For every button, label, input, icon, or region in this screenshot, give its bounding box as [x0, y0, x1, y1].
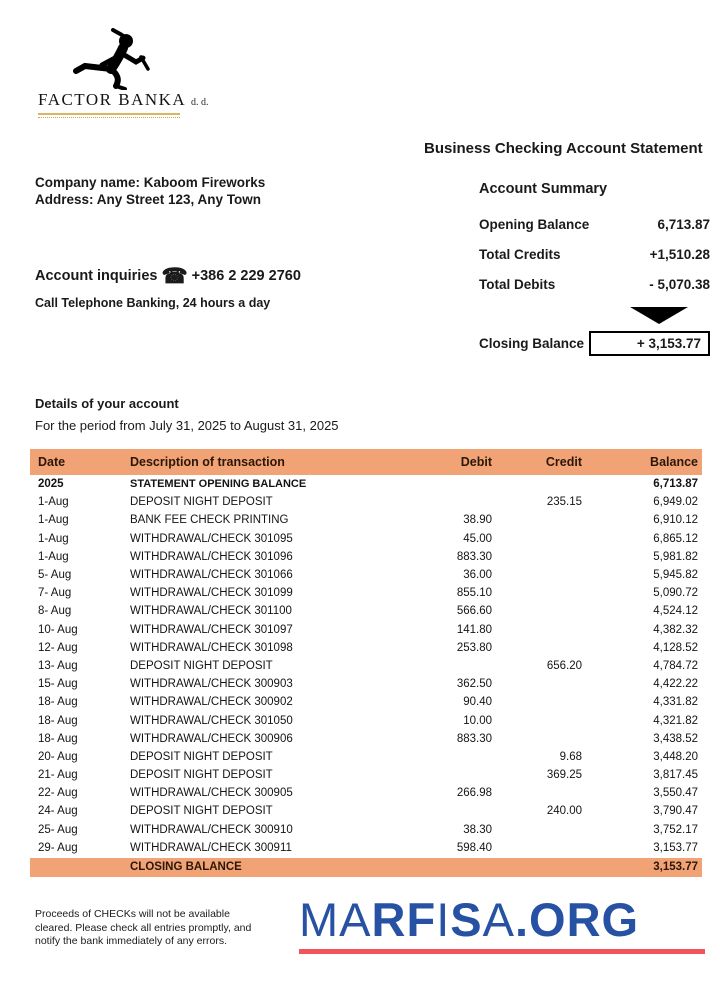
cell-balance: 5,090.72: [653, 587, 698, 600]
summary-row-label: Total Credits: [479, 247, 561, 262]
cell-debit: 566.60: [456, 605, 492, 618]
marfisa-watermark: [299, 894, 707, 954]
cell-description: DEPOSIT NIGHT DEPOSIT: [130, 769, 273, 782]
cell-balance: 5,981.82: [653, 550, 698, 563]
company-address-line: Address: Any Street 123, Any Town: [35, 192, 262, 207]
footer-notice-line: notify the bank immediately of any errors.: [35, 935, 228, 947]
cell-balance: 6,713.87: [653, 478, 698, 491]
statement-title: Business Checking Account Statement: [424, 140, 703, 157]
summary-row: [479, 277, 710, 292]
transaction-row: [30, 839, 702, 857]
cell-balance: 4,128.52: [653, 641, 698, 654]
cell-debit: 45.00: [463, 532, 492, 545]
cell-date: 1-Aug: [38, 550, 69, 563]
account-summary-title: Account Summary: [479, 181, 608, 197]
cell-description: WITHDRAWAL/CHECK 301100: [130, 605, 292, 618]
transaction-row: [30, 675, 702, 693]
cell-debit: 141.80: [456, 623, 492, 636]
transaction-row: [30, 511, 702, 529]
cell-debit: 90.40: [463, 696, 492, 709]
transaction-row: [30, 584, 702, 602]
telephone-banking-line: Call Telephone Banking, 24 hours a day: [35, 296, 271, 310]
cell-date: 7- Aug: [38, 587, 72, 600]
cell-date: 8- Aug: [38, 605, 72, 618]
column-header-debit: Debit: [460, 455, 492, 469]
cell-description: WITHDRAWAL/CHECK 301097: [130, 623, 293, 636]
transaction-row: [30, 730, 702, 748]
cell-date: 22- Aug: [38, 787, 78, 800]
details-period: For the period from July 31, 2025 to August 31, 2025: [35, 418, 339, 433]
contact-block: [35, 264, 301, 310]
cell-description: DEPOSIT NIGHT DEPOSIT: [130, 659, 273, 672]
closing-balance-row: [30, 858, 702, 877]
transaction-row: [30, 693, 702, 711]
column-header-credit: Credit: [545, 455, 582, 469]
company-name-line: Company name: Kaboom Fireworks: [35, 175, 266, 190]
cell-description: WITHDRAWAL/CHECK 301098: [130, 641, 293, 654]
cell-date: 12- Aug: [38, 641, 78, 654]
transaction-row: [30, 748, 702, 766]
transaction-row: [30, 621, 702, 639]
cell-debit: 362.50: [456, 678, 492, 691]
cell-date: 18- Aug: [38, 732, 78, 745]
company-info: [35, 174, 265, 208]
cell-balance: 4,784.72: [653, 659, 698, 672]
cell-date: 18- Aug: [38, 696, 78, 709]
telephone-icon: ☎: [161, 265, 188, 288]
cell-description: BANK FEE CHECK PRINTING: [130, 514, 289, 527]
cell-balance: 4,321.82: [653, 714, 698, 727]
closing-balance-value: + 3,153.77: [589, 331, 710, 356]
cell-date: 1-Aug: [38, 514, 69, 527]
summary-row-value: - 5,070.38: [649, 277, 710, 292]
cell-credit: 235.15: [546, 496, 582, 509]
cell-balance: 6,865.12: [653, 532, 698, 545]
cell-description: WITHDRAWAL/CHECK 301099: [130, 587, 293, 600]
cell-description: DEPOSIT NIGHT DEPOSIT: [130, 750, 273, 763]
transaction-row: [30, 530, 702, 548]
cell-description: WITHDRAWAL/CHECK 301050: [130, 714, 293, 727]
cell-balance: 5,945.82: [653, 569, 698, 582]
transaction-row: [30, 766, 702, 784]
cell-description: WITHDRAWAL/CHECK 300905: [130, 787, 293, 800]
cell-credit: 240.00: [546, 805, 582, 818]
cell-balance: 4,382.32: [653, 623, 698, 636]
cell-date: 20- Aug: [38, 750, 78, 763]
cell-balance: 3,550.47: [653, 787, 698, 800]
cell-date: 10- Aug: [38, 623, 78, 636]
transaction-row: [30, 639, 702, 657]
cell-credit: 656.20: [546, 659, 582, 672]
cell-debit: 38.90: [463, 514, 492, 527]
cell-description: WITHDRAWAL/CHECK 301095: [130, 532, 293, 545]
cell-date: 1-Aug: [38, 496, 69, 509]
summary-row-label: Total Debits: [479, 277, 556, 292]
cell-description: WITHDRAWAL/CHECK 300906: [130, 732, 293, 745]
footer-notice: [35, 908, 251, 949]
cell-balance: 3,817.45: [653, 769, 698, 782]
cell-date: 5- Aug: [38, 569, 72, 582]
cell-balance: 3,790.47: [653, 805, 698, 818]
cell-debit: 883.30: [456, 732, 492, 745]
transaction-row: [30, 657, 702, 675]
transaction-row: [30, 548, 702, 566]
cell-date: 29- Aug: [38, 841, 78, 854]
cell-debit: 855.10: [456, 587, 492, 600]
cell-balance: 6,910.12: [653, 514, 698, 527]
column-header-description: Description of transaction: [130, 455, 285, 469]
cell-balance: 3,438.52: [653, 732, 698, 745]
cell-balance: 4,422.22: [653, 678, 698, 691]
cell-description: WITHDRAWAL/CHECK 300903: [130, 678, 293, 691]
transaction-row: [30, 821, 702, 839]
transaction-row: [30, 566, 702, 584]
closing-row-description: CLOSING BALANCE: [130, 861, 242, 874]
cell-description: WITHDRAWAL/CHECK 301096: [130, 550, 293, 563]
cell-date: 13- Aug: [38, 659, 78, 672]
transaction-row: [30, 784, 702, 802]
transactions-table: [30, 449, 702, 877]
cell-balance: 3,752.17: [653, 823, 698, 836]
closing-row-balance: 3,153.77: [653, 861, 698, 874]
cell-debit: 598.40: [456, 841, 492, 854]
transaction-row: [30, 475, 702, 493]
cell-balance: 3,448.20: [653, 750, 698, 763]
cell-description: WITHDRAWAL/CHECK 300910: [130, 823, 293, 836]
leaping-person-icon: [64, 28, 160, 90]
summary-row: [479, 217, 710, 232]
account-inquiries-label: Account inquiries: [35, 268, 158, 284]
closing-balance-arrow-icon: [630, 307, 688, 324]
cell-date: 25- Aug: [38, 823, 78, 836]
cell-description: DEPOSIT NIGHT DEPOSIT: [130, 805, 273, 818]
cell-credit: 369.25: [546, 769, 582, 782]
transaction-row: [30, 602, 702, 620]
cell-date: 18- Aug: [38, 714, 78, 727]
transaction-row: [30, 493, 702, 511]
bank-name: FACTOR BANKA: [38, 90, 186, 109]
cell-date: 1-Aug: [38, 532, 69, 545]
cell-description: WITHDRAWAL/CHECK 300911: [130, 841, 292, 854]
cell-description: WITHDRAWAL/CHECK 301066: [130, 569, 293, 582]
summary-row-value: +1,510.28: [649, 247, 710, 262]
transaction-row: [30, 711, 702, 729]
summary-row-value: 6,713.87: [657, 217, 710, 232]
cell-debit: 38.30: [463, 823, 492, 836]
cell-date: 15- Aug: [38, 678, 78, 691]
footer-notice-line: cleared. Please check all entries promptly, and: [35, 921, 252, 934]
account-summary: [479, 181, 710, 356]
cell-credit: 9.68: [559, 750, 582, 763]
inquiries-phone-number: +386 2 229 2760: [191, 268, 301, 284]
summary-row: [479, 247, 710, 262]
cell-balance: 3,153.77: [653, 841, 698, 854]
cell-description: WITHDRAWAL/CHECK 300902: [130, 696, 293, 709]
cell-balance: 6,949.02: [653, 496, 698, 509]
footer-notice-line: Proceeds of CHECKs will not be available: [35, 908, 230, 920]
cell-debit: 253.80: [456, 641, 492, 654]
cell-debit: 10.00: [463, 714, 492, 727]
cell-date: 24- Aug: [38, 805, 78, 818]
cell-balance: 4,524.12: [653, 605, 698, 618]
logo-gold-rule: [38, 113, 180, 118]
cell-date: 2025: [38, 478, 64, 491]
bank-name-suffix: d. d.: [191, 97, 209, 108]
cell-balance: 4,331.82: [653, 696, 698, 709]
cell-debit: 883.30: [456, 550, 492, 563]
marfisa-underline: [299, 949, 705, 954]
column-header-balance: Balance: [650, 455, 698, 469]
marfisa-wordmark: MARFISA.ORG: [299, 893, 640, 946]
details-title: Details of your account: [35, 396, 179, 411]
cell-description: DEPOSIT NIGHT DEPOSIT: [130, 496, 273, 509]
bank-logo: [38, 28, 209, 118]
column-header-date: Date: [38, 455, 66, 469]
closing-balance-label: Closing Balance: [479, 336, 585, 351]
cell-debit: 36.00: [463, 569, 492, 582]
table-header-row: [30, 449, 702, 475]
cell-debit: 266.98: [456, 787, 492, 800]
cell-date: 21- Aug: [38, 769, 78, 782]
cell-description: STATEMENT OPENING BALANCE: [130, 478, 307, 491]
summary-row-label: Opening Balance: [479, 217, 590, 232]
transaction-row: [30, 802, 702, 820]
